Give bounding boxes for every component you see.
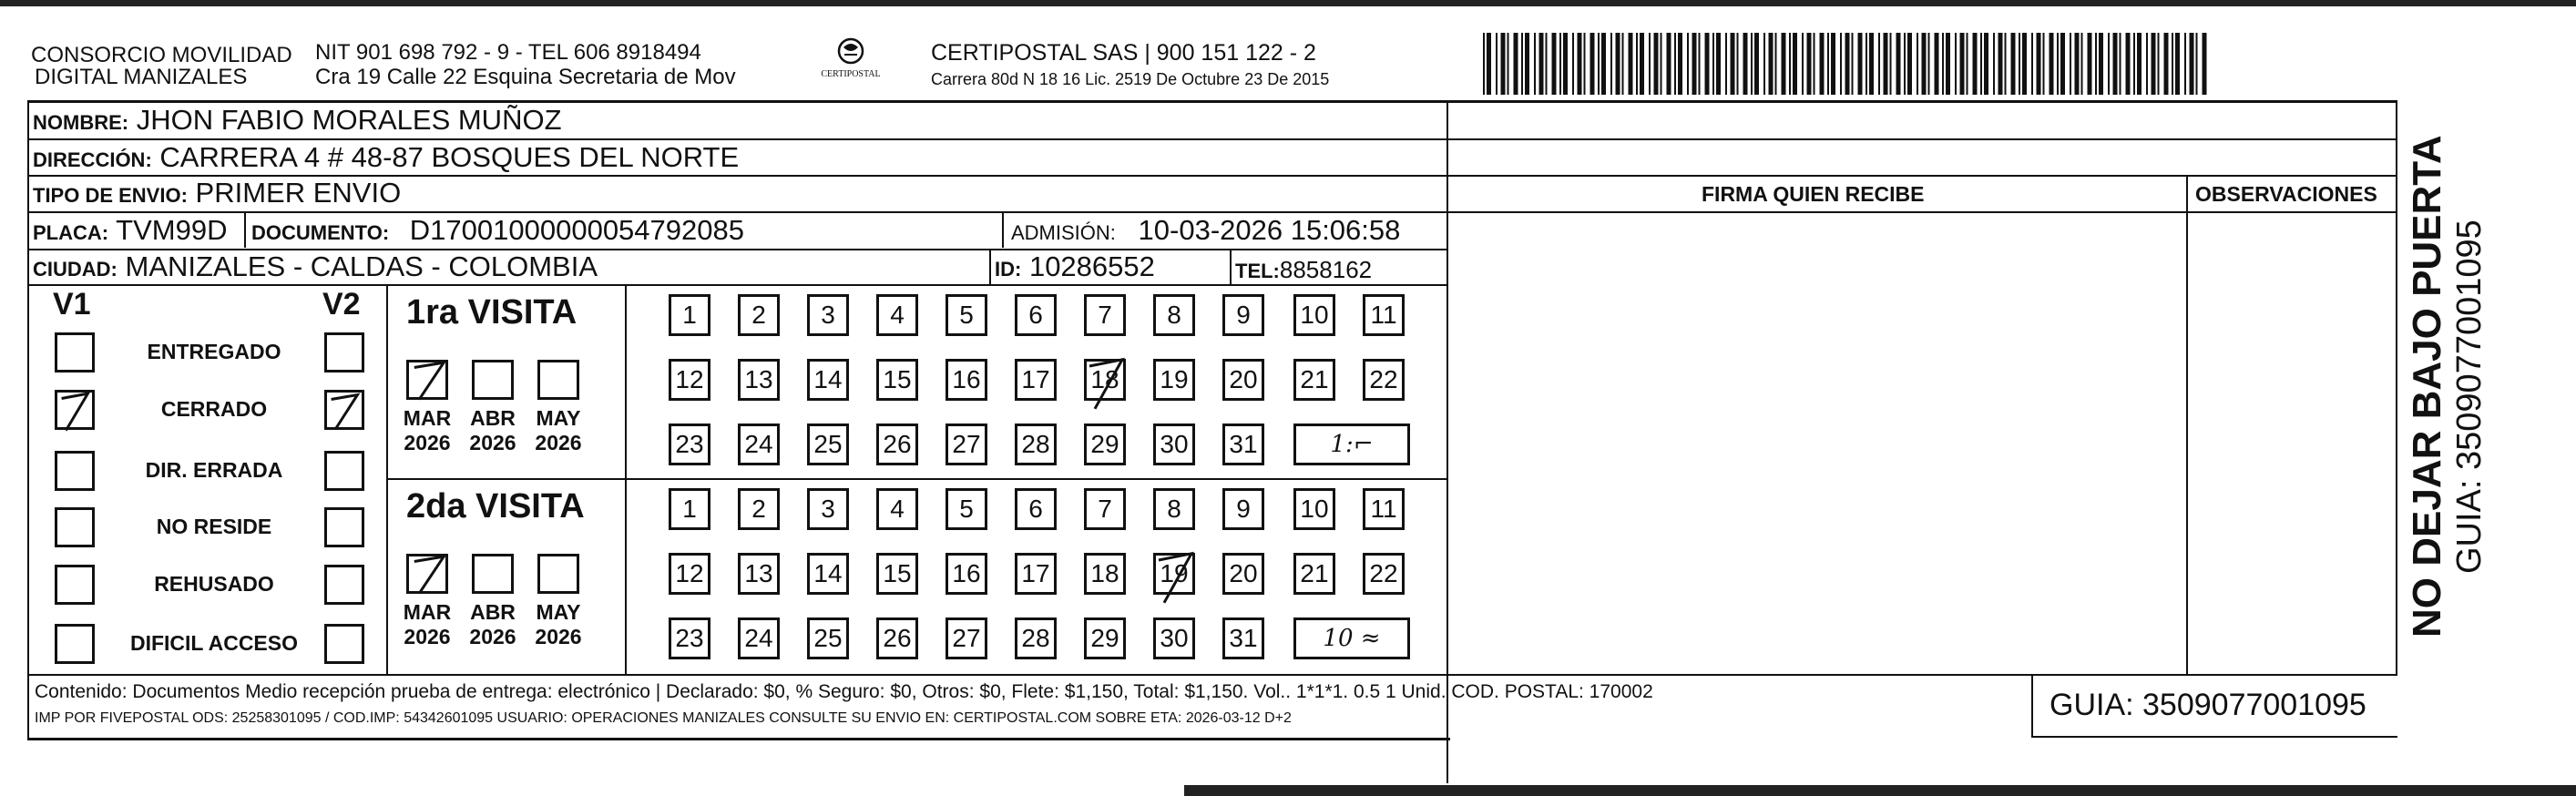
barcode-bar bbox=[1917, 33, 1918, 95]
documento-label: DOCUMENTO: bbox=[251, 221, 390, 244]
placa-row bbox=[33, 214, 227, 250]
barcode-bar bbox=[1712, 33, 1714, 95]
barcode-bar bbox=[2011, 33, 2016, 95]
tel-divider bbox=[1230, 249, 1232, 285]
barcode-bar bbox=[1534, 33, 1536, 95]
day-box[interactable]: 29 bbox=[1084, 424, 1126, 465]
certipostal-logo bbox=[814, 36, 887, 91]
day-box[interactable]: 9 bbox=[1222, 488, 1264, 530]
barcode-bar bbox=[1629, 33, 1633, 95]
v1-checkbox[interactable] bbox=[55, 624, 95, 664]
day-box[interactable]: 13 bbox=[738, 359, 780, 401]
day-box[interactable]: 31 bbox=[1222, 617, 1264, 659]
month-label bbox=[463, 406, 523, 455]
visit-divider bbox=[386, 478, 1448, 480]
day-box[interactable]: 18 bbox=[1084, 553, 1126, 595]
placa-label: PLACA: bbox=[33, 221, 109, 244]
v1-checkbox[interactable] bbox=[55, 451, 95, 491]
barcode-bar bbox=[1973, 33, 1978, 95]
handwritten-check-mark bbox=[1148, 544, 1202, 609]
day-box[interactable]: 19 bbox=[1153, 553, 1195, 595]
day-box[interactable]: 30 bbox=[1153, 424, 1195, 465]
barcode-bar bbox=[2005, 33, 2007, 95]
day-box[interactable]: 28 bbox=[1015, 424, 1057, 465]
day-box[interactable]: 29 bbox=[1084, 617, 1126, 659]
day-box[interactable]: 12 bbox=[669, 553, 710, 595]
month-label bbox=[528, 406, 588, 455]
v1-checkbox[interactable] bbox=[55, 565, 95, 605]
barcode-bar bbox=[1845, 33, 1850, 95]
barcode-bar bbox=[1928, 33, 1930, 95]
id-divider bbox=[989, 249, 991, 285]
day-box[interactable]: 1 bbox=[669, 294, 710, 336]
barcode-bar bbox=[2037, 33, 2041, 95]
nombre-label: NOMBRE: bbox=[33, 111, 129, 134]
barcode-bar bbox=[2088, 33, 2092, 95]
tel-label: TEL: bbox=[1235, 260, 1280, 282]
barcode-bar bbox=[1501, 33, 1506, 95]
month-checkbox[interactable] bbox=[472, 554, 514, 594]
barcode-bar bbox=[1869, 33, 1874, 95]
day-box[interactable]: 2 bbox=[738, 294, 780, 336]
barcode-bar bbox=[1559, 33, 1561, 95]
barcode-bar bbox=[1654, 33, 1659, 95]
admision-row bbox=[1011, 214, 1400, 250]
placa-value: TVM99D bbox=[116, 214, 228, 246]
barcode-bar bbox=[1840, 33, 1842, 95]
month-year: 2026 bbox=[404, 625, 451, 648]
admision-divider bbox=[1002, 211, 1004, 248]
guia-box-left bbox=[2031, 674, 2033, 738]
day-box[interactable]: 5 bbox=[946, 294, 987, 336]
v2-checkbox[interactable] bbox=[324, 624, 364, 664]
month-label bbox=[463, 600, 523, 649]
footer-imp-line: IMP POR FIVEPOSTAL ODS: 25258301095 / COD.IMP: 54342601095 USUARIO: OPERACIONES MANIZALES CONSULTE SU ENVIO EN: CERTIPOSTAL.COM SOBRE ETA: 2026-03-12 D+2 bbox=[35, 710, 1292, 726]
day-box[interactable]: 21 bbox=[1293, 553, 1335, 595]
barcode-bar bbox=[2120, 33, 2121, 95]
day-box[interactable]: 31 bbox=[1222, 424, 1264, 465]
direccion-label: DIRECCIÓN: bbox=[33, 148, 152, 171]
barcode-bar bbox=[1884, 33, 1888, 95]
barcode-bar bbox=[1769, 33, 1774, 95]
month-label bbox=[528, 600, 588, 649]
barcode-bar bbox=[2050, 33, 2054, 95]
barcode-bar bbox=[1578, 33, 1582, 95]
day-box[interactable]: 3 bbox=[807, 294, 849, 336]
barcode-bar bbox=[1946, 33, 1950, 95]
documento-value: D17001000000054792085 bbox=[409, 214, 744, 246]
barcode-bar bbox=[1955, 33, 1957, 95]
tipo-value: PRIMER ENVIO bbox=[195, 177, 402, 209]
frame-top bbox=[27, 100, 2397, 103]
status-option-label: DIFICIL ACCESO bbox=[129, 631, 298, 655]
barcode-bar bbox=[1546, 33, 1548, 95]
day-box[interactable]: 13 bbox=[738, 553, 780, 595]
day-box[interactable]: 2 bbox=[738, 488, 780, 530]
paper-edge-bottom bbox=[1184, 785, 2576, 796]
status-option-label: NO RESIDE bbox=[156, 515, 272, 538]
day-box[interactable]: 10 bbox=[1293, 488, 1335, 530]
signature-area[interactable] bbox=[1450, 213, 2184, 672]
day-box[interactable]: 24 bbox=[738, 617, 780, 659]
barcode-bar bbox=[2043, 33, 2045, 95]
handwritten-check-mark bbox=[404, 355, 454, 404]
status-option-label: DIR. ERRADA bbox=[145, 458, 283, 482]
day-box[interactable]: 11 bbox=[1363, 294, 1405, 336]
barcode-bar bbox=[1514, 33, 1518, 95]
v2-checkbox[interactable] bbox=[324, 451, 364, 491]
barcode-bar bbox=[1890, 33, 1892, 95]
month-year: 2026 bbox=[535, 431, 582, 454]
barcode-bar bbox=[1814, 33, 1815, 95]
observations-divider bbox=[2186, 175, 2188, 674]
barcode-bar bbox=[1716, 33, 1721, 95]
barcode-bar bbox=[2203, 33, 2207, 95]
month-checkbox[interactable] bbox=[537, 554, 579, 594]
company-name-line1: CONSORCIO MOVILIDAD bbox=[31, 43, 292, 67]
barcode-bar bbox=[1667, 33, 1671, 95]
month-name: MAY bbox=[536, 406, 581, 430]
day-box[interactable]: 12 bbox=[669, 359, 710, 401]
day-box[interactable]: 6 bbox=[1015, 294, 1057, 336]
ciudad-row bbox=[33, 250, 598, 286]
barcode bbox=[1483, 33, 2212, 95]
day-box[interactable]: 1 bbox=[669, 488, 710, 530]
month-name: ABR bbox=[470, 600, 516, 624]
barcode-bar bbox=[1960, 33, 1965, 95]
month-checkbox[interactable] bbox=[472, 360, 514, 400]
id-value: 10286552 bbox=[1028, 250, 1155, 282]
day-box[interactable]: 4 bbox=[876, 294, 918, 336]
company-name-line2: DIGITAL MANIZALES bbox=[35, 65, 248, 89]
barcode-bar bbox=[1731, 33, 1735, 95]
month-label bbox=[397, 406, 457, 455]
day-box[interactable]: 18 bbox=[1084, 359, 1126, 401]
barcode-bar bbox=[1725, 33, 1727, 95]
barcode-bar bbox=[1789, 33, 1791, 95]
barcode-bar bbox=[1743, 33, 1748, 95]
barcode-bar bbox=[1984, 33, 1988, 95]
barcode-bar bbox=[1661, 33, 1662, 95]
footer-content-line: Contenido: Documentos Medio recepción prueba de entrega: electrónico | Declarado: $0, % Seguro: $0, Otros: $0, Flete: $1,150, Total: $1,150. Vol.. 1*1*1. 0.5 1 Unid. COD. POSTAL: 170002 bbox=[35, 681, 1653, 702]
v1-checkbox[interactable] bbox=[55, 507, 95, 547]
tel-row bbox=[1235, 253, 1372, 288]
barcode-bar bbox=[2019, 33, 2020, 95]
day-box[interactable]: 21 bbox=[1293, 359, 1335, 401]
day-box[interactable]: 23 bbox=[669, 617, 710, 659]
day-box[interactable]: 17 bbox=[1015, 359, 1057, 401]
direccion-row bbox=[33, 141, 739, 177]
hour-note-box[interactable]: 10 ≈ bbox=[1293, 617, 1410, 659]
nombre-value: JHON FABIO MORALES MUÑOZ bbox=[136, 104, 562, 136]
barcode-bar bbox=[1775, 33, 1777, 95]
ciudad-value: MANIZALES - CALDAS - COLOMBIA bbox=[125, 250, 598, 282]
admision-label: ADMISIÓN: bbox=[1011, 221, 1116, 244]
barcode-bar bbox=[1878, 33, 1880, 95]
barcode-bar bbox=[1904, 33, 1906, 95]
barcode-bar bbox=[2190, 33, 2194, 95]
admision-value: 10-03-2026 15:06:58 bbox=[1138, 214, 1401, 246]
day-box[interactable]: 14 bbox=[807, 359, 849, 401]
barcode-bar bbox=[2133, 33, 2135, 95]
barcode-bar bbox=[2164, 33, 2169, 95]
id-label: ID: bbox=[995, 258, 1022, 281]
tipo-label: TIPO DE ENVIO: bbox=[33, 184, 188, 207]
handwritten-check-mark bbox=[322, 388, 366, 434]
barcode-bar bbox=[1852, 33, 1854, 95]
barcode-bar bbox=[1539, 33, 1544, 95]
frame-bottom bbox=[27, 738, 1450, 740]
status-option-label: CERRADO bbox=[160, 397, 268, 421]
month-label bbox=[397, 600, 457, 649]
side-guia: GUIA: 3509077001095 bbox=[2450, 219, 2489, 574]
barcode-bar bbox=[1793, 33, 1797, 95]
day-box[interactable]: 8 bbox=[1153, 488, 1195, 530]
barcode-bar bbox=[1763, 33, 1765, 95]
footer-guia: GUIA: 3509077001095 bbox=[2050, 688, 2366, 722]
barcode-bar bbox=[1827, 33, 1829, 95]
barcode-bar bbox=[2175, 33, 2180, 95]
id-row bbox=[995, 250, 1155, 286]
barcode-bar bbox=[1496, 33, 1498, 95]
nombre-row bbox=[33, 104, 562, 139]
barcode-bar bbox=[2113, 33, 2118, 95]
nit-line: NIT 901 698 792 - 9 - TEL 606 8918494 bbox=[315, 40, 701, 65]
side-warning: NO DEJAR BAJO PUERTA bbox=[2405, 135, 2449, 638]
barcode-bar bbox=[2146, 33, 2148, 95]
barcode-bar bbox=[1590, 33, 1595, 95]
barcode-bar bbox=[1525, 33, 1529, 95]
barcode-bar bbox=[1483, 33, 1485, 95]
status-option-label: ENTREGADO bbox=[147, 340, 281, 363]
barcode-bar bbox=[2095, 33, 2097, 95]
barcode-bar bbox=[2099, 33, 2103, 95]
carrier-address: Carrera 80d N 18 16 Lic. 2519 De Octubre 23 De 2015 bbox=[931, 70, 1330, 88]
placa-divider bbox=[244, 211, 246, 248]
day-box[interactable]: 3 bbox=[807, 488, 849, 530]
barcode-bar bbox=[1935, 33, 1939, 95]
barcode-bar bbox=[1521, 33, 1523, 95]
barcode-bar bbox=[2172, 33, 2173, 95]
day-box[interactable]: 6 bbox=[1015, 488, 1057, 530]
barcode-bar bbox=[1782, 33, 1786, 95]
day-box[interactable]: 25 bbox=[807, 617, 849, 659]
day-box[interactable]: 16 bbox=[946, 359, 987, 401]
guia-box-bottom bbox=[2031, 736, 2397, 738]
barcode-bar bbox=[2126, 33, 2131, 95]
barcode-bar bbox=[1831, 33, 1835, 95]
month-year: 2026 bbox=[535, 625, 582, 648]
barcode-bar bbox=[1737, 33, 1739, 95]
barcode-bar bbox=[1678, 33, 1682, 95]
barcode-bar bbox=[2152, 33, 2156, 95]
month-name: MAR bbox=[403, 406, 452, 430]
day-box[interactable]: 17 bbox=[1015, 553, 1057, 595]
barcode-bar bbox=[1552, 33, 1557, 95]
day-box[interactable]: 20 bbox=[1222, 553, 1264, 595]
day-box[interactable]: 27 bbox=[946, 424, 987, 465]
month-year: 2026 bbox=[469, 431, 516, 454]
barcode-bar bbox=[1922, 33, 1927, 95]
certipostal-logo-text: CERTIPOSTAL bbox=[821, 69, 881, 79]
barcode-bar bbox=[1705, 33, 1710, 95]
day-box[interactable]: 27 bbox=[946, 617, 987, 659]
carrier-line: CERTIPOSTAL SAS | 900 151 122 - 2 bbox=[931, 40, 1316, 66]
barcode-bar bbox=[1802, 33, 1804, 95]
barcode-bar bbox=[1598, 33, 1600, 95]
barcode-bar bbox=[1640, 33, 1644, 95]
barcode-bar bbox=[1674, 33, 1676, 95]
barcode-bar bbox=[1692, 33, 1697, 95]
v2-header: V2 bbox=[322, 287, 361, 321]
day-box[interactable]: 22 bbox=[1363, 553, 1405, 595]
month-checkbox[interactable] bbox=[537, 360, 579, 400]
day-box[interactable]: 16 bbox=[946, 553, 987, 595]
barcode-bar bbox=[1980, 33, 1982, 95]
day-box[interactable]: 10 bbox=[1293, 294, 1335, 336]
direccion-value: CARRERA 4 # 48-87 BOSQUES DEL NORTE bbox=[159, 141, 740, 173]
barcode-bar bbox=[2070, 33, 2071, 95]
barcode-bar bbox=[2081, 33, 2083, 95]
day-box[interactable]: 26 bbox=[876, 424, 918, 465]
tipo-row bbox=[33, 177, 401, 212]
month-year: 2026 bbox=[469, 625, 516, 648]
barcode-bar bbox=[2108, 33, 2110, 95]
hour-note-box[interactable]: 1:⌐ bbox=[1293, 424, 1410, 465]
barcode-bar bbox=[1820, 33, 1825, 95]
barcode-bar bbox=[1807, 33, 1812, 95]
barcode-bar bbox=[1508, 33, 1509, 95]
barcode-bar bbox=[1998, 33, 2003, 95]
handwritten-check-mark bbox=[53, 386, 97, 435]
day-box[interactable]: 19 bbox=[1153, 359, 1195, 401]
day-box[interactable]: 11 bbox=[1363, 488, 1405, 530]
barcode-bar bbox=[1687, 33, 1689, 95]
v2-checkbox[interactable] bbox=[324, 565, 364, 605]
barcode-bar bbox=[1907, 33, 1912, 95]
barcode-bar bbox=[1896, 33, 1901, 95]
barcode-bar bbox=[2022, 33, 2027, 95]
barcode-bar bbox=[1616, 33, 1620, 95]
day-box[interactable]: 15 bbox=[876, 359, 918, 401]
day-box[interactable]: 5 bbox=[946, 488, 987, 530]
barcode-bar bbox=[1649, 33, 1651, 95]
barcode-bar bbox=[1751, 33, 1753, 95]
address-line: Cra 19 Calle 22 Esquina Secretaria de Mov bbox=[315, 65, 736, 89]
tel-value: 8858162 bbox=[1279, 256, 1373, 283]
documento-row bbox=[251, 214, 744, 250]
barcode-bar bbox=[1572, 33, 1574, 95]
barcode-bar bbox=[1942, 33, 1944, 95]
day-box[interactable]: 26 bbox=[876, 617, 918, 659]
day-box[interactable]: 9 bbox=[1222, 294, 1264, 336]
day-box[interactable]: 30 bbox=[1153, 617, 1195, 659]
barcode-bar bbox=[2057, 33, 2059, 95]
barcode-bar bbox=[1610, 33, 1612, 95]
day-box[interactable]: 28 bbox=[1015, 617, 1057, 659]
barcode-bar bbox=[2196, 33, 2198, 95]
row-line-footer bbox=[27, 674, 2397, 676]
day-box[interactable]: 15 bbox=[876, 553, 918, 595]
day-box[interactable]: 7 bbox=[1084, 488, 1126, 530]
visit2-title: 2da VISITA bbox=[406, 487, 585, 526]
frame-right bbox=[2396, 100, 2397, 674]
status-option-label: REHUSADO bbox=[154, 572, 274, 596]
barcode-bar bbox=[1636, 33, 1638, 95]
barcode-bar bbox=[1601, 33, 1606, 95]
visit1-title: 1ra VISITA bbox=[406, 293, 578, 332]
day-box[interactable]: 14 bbox=[807, 553, 849, 595]
v1-header: V1 bbox=[53, 287, 91, 321]
month-name: MAY bbox=[536, 600, 581, 624]
barcode-bar bbox=[2137, 33, 2142, 95]
day-box[interactable]: 24 bbox=[738, 424, 780, 465]
barcode-bar bbox=[1699, 33, 1701, 95]
barcode-bar bbox=[2075, 33, 2080, 95]
barcode-bar bbox=[1967, 33, 1968, 95]
ciudad-label: CIUDAD: bbox=[33, 258, 118, 281]
day-box[interactable]: 23 bbox=[669, 424, 710, 465]
day-box[interactable]: 8 bbox=[1153, 294, 1195, 336]
barcode-bar bbox=[1622, 33, 1624, 95]
barcode-bar bbox=[2031, 33, 2033, 95]
barcode-bar bbox=[2184, 33, 2186, 95]
month-year: 2026 bbox=[404, 431, 451, 454]
v2-checkbox[interactable] bbox=[324, 507, 364, 547]
barcode-bar bbox=[1563, 33, 1568, 95]
barcode-bar bbox=[1487, 33, 1491, 95]
handwritten-check-mark bbox=[404, 549, 454, 598]
day-box[interactable]: 7 bbox=[1084, 294, 1126, 336]
barcode-bar bbox=[1754, 33, 1759, 95]
barcode-bar bbox=[1584, 33, 1586, 95]
barcode-bar bbox=[1858, 33, 1863, 95]
day-box[interactable]: 20 bbox=[1222, 359, 1264, 401]
barcode-bar bbox=[1866, 33, 1867, 95]
v1-checkbox[interactable] bbox=[55, 332, 95, 372]
handwritten-check-mark bbox=[1078, 350, 1133, 415]
signature-header: FIRMA QUIEN RECIBE bbox=[1702, 182, 1925, 206]
frame-left bbox=[27, 100, 29, 740]
day-box[interactable]: 25 bbox=[807, 424, 849, 465]
barcode-bar bbox=[2158, 33, 2160, 95]
observations-area[interactable] bbox=[2190, 213, 2394, 672]
month-name: ABR bbox=[470, 406, 516, 430]
barcode-bar bbox=[2060, 33, 2065, 95]
paper-edge-top bbox=[0, 0, 2576, 6]
month-name: MAR bbox=[403, 600, 452, 624]
barcode-bar bbox=[1993, 33, 1995, 95]
day-box[interactable]: 22 bbox=[1363, 359, 1405, 401]
v2-checkbox[interactable] bbox=[324, 332, 364, 372]
observations-header: OBSERVACIONES bbox=[2195, 182, 2377, 206]
day-box[interactable]: 4 bbox=[876, 488, 918, 530]
